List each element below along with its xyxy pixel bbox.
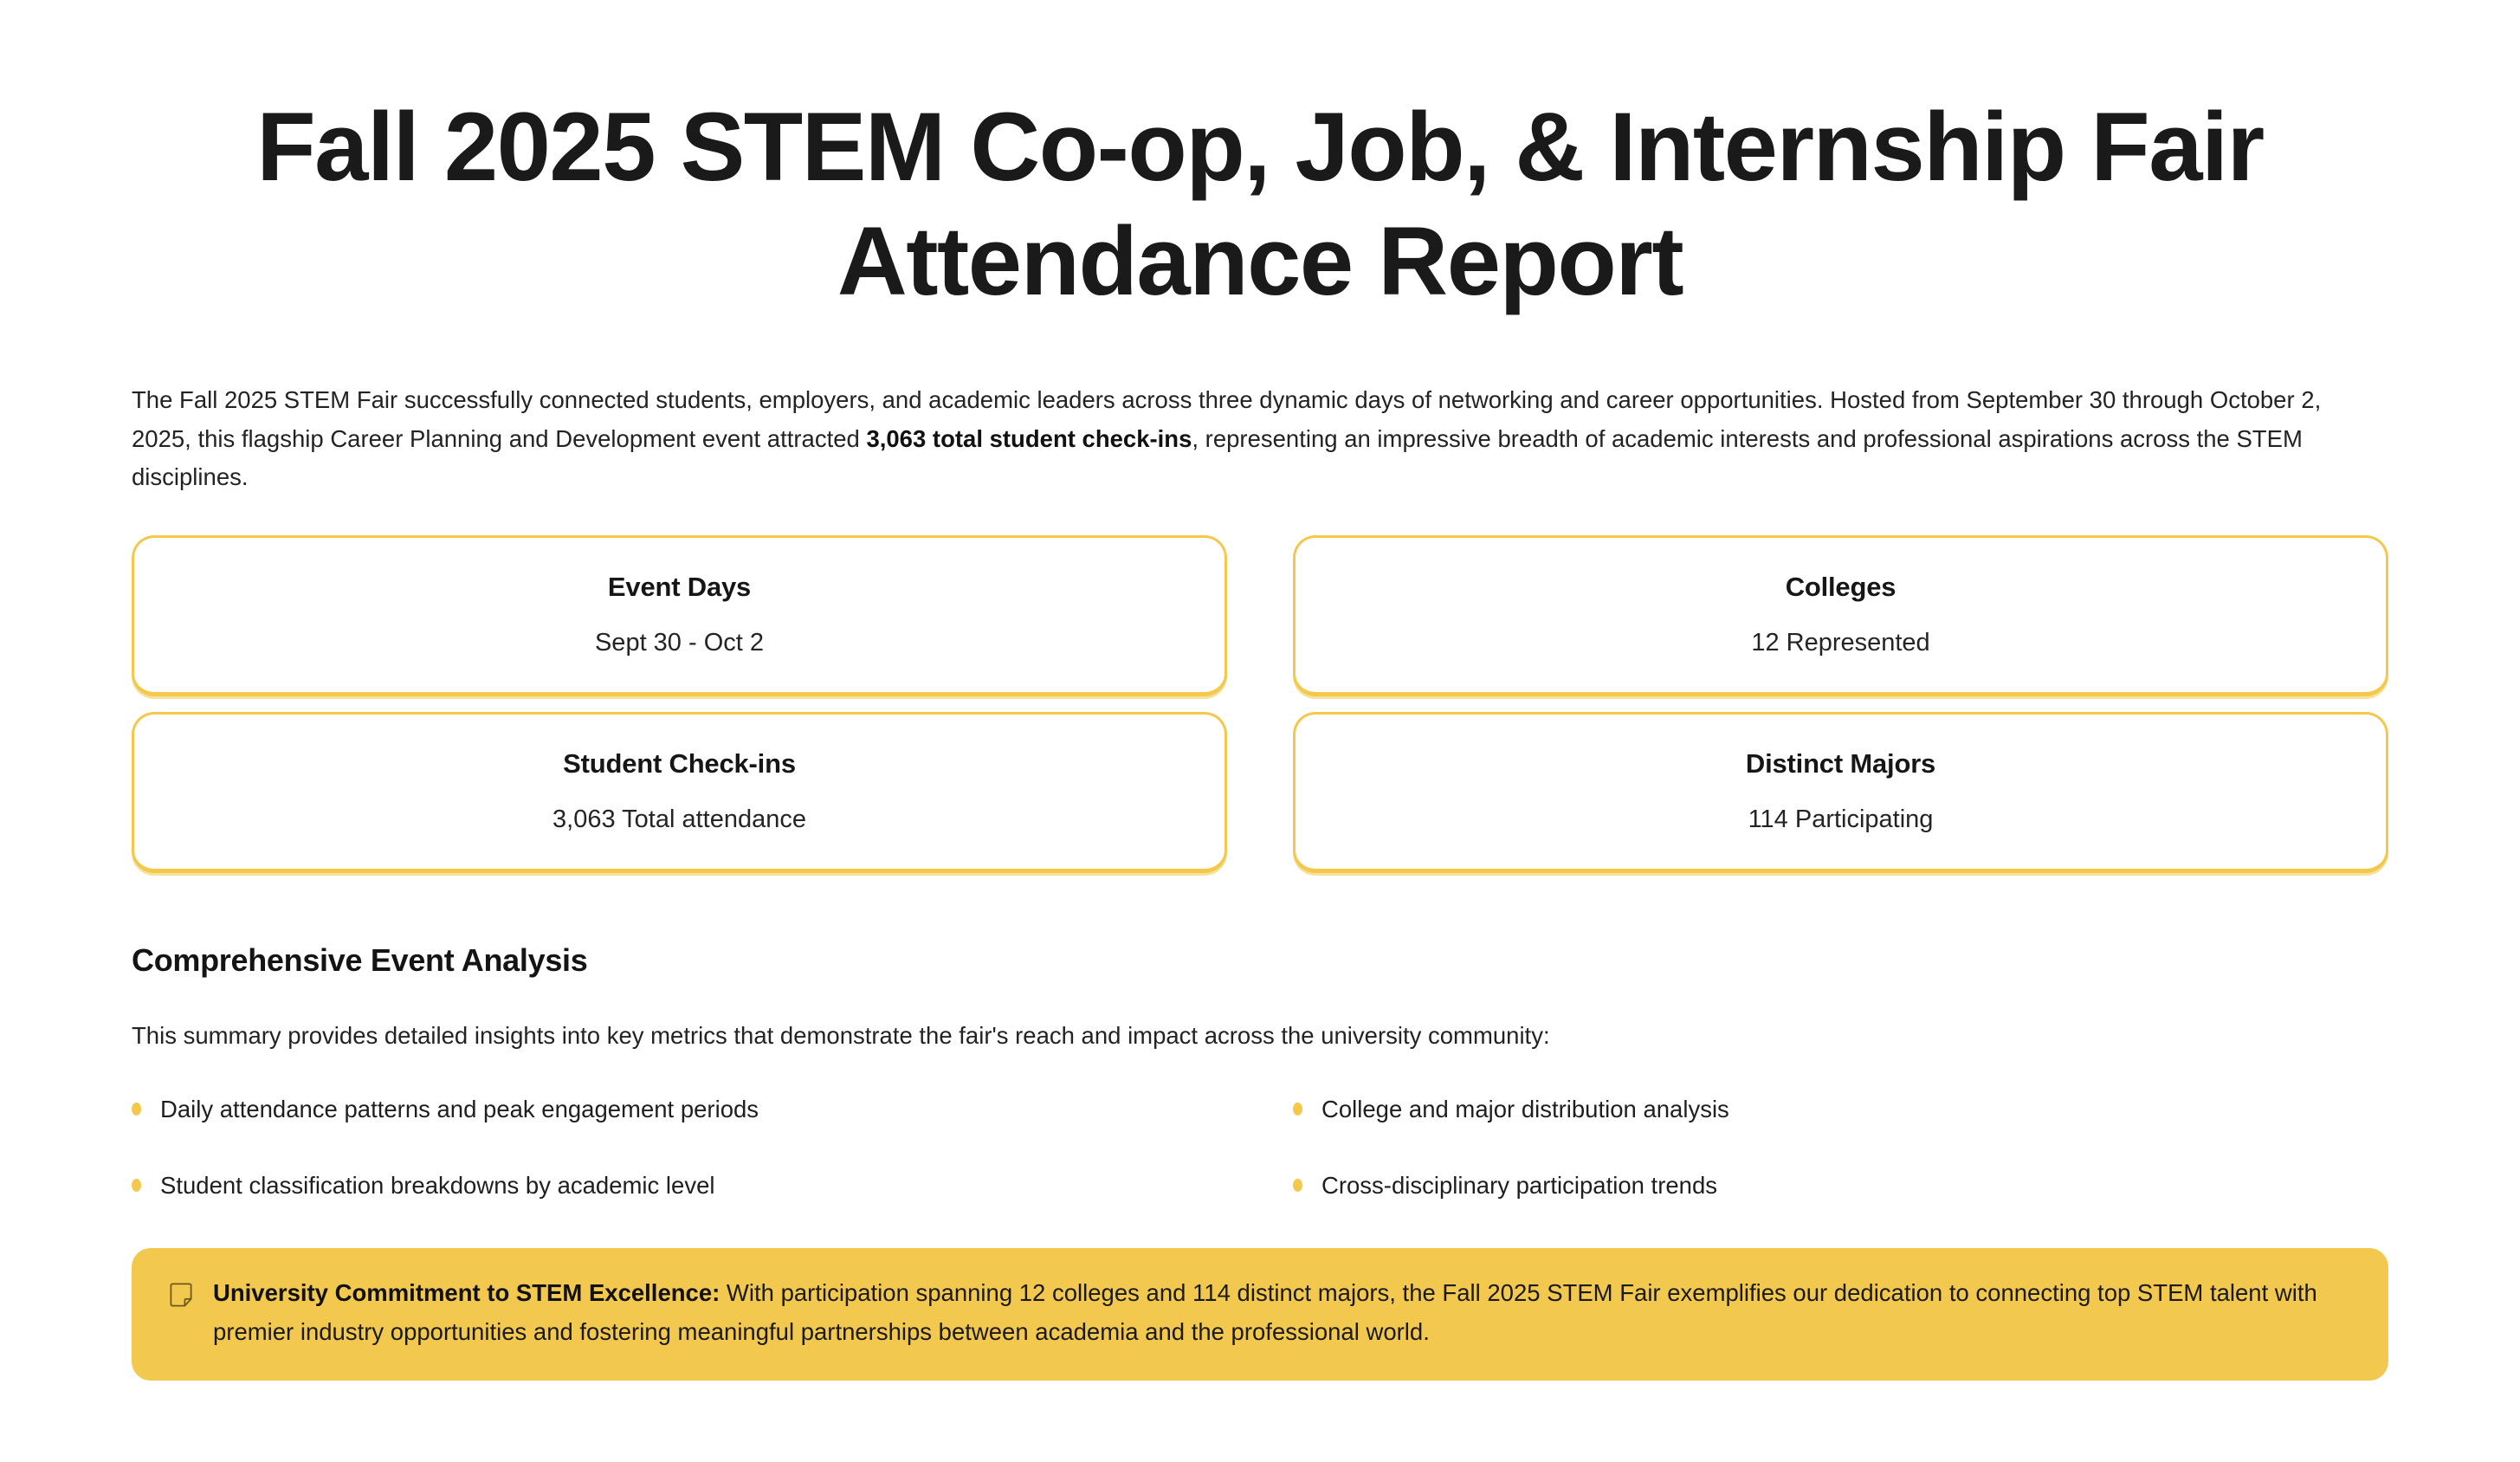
stat-card-distinct-majors	[1293, 712, 2388, 873]
stat-card-label: Colleges	[1785, 572, 1896, 603]
stat-card-label: Student Check-ins	[563, 748, 796, 780]
intro-paragraph	[132, 381, 2383, 497]
page-title: Fall 2025 STEM Co-op, Job, & Internship Fair Attendance Report	[256, 93, 2264, 316]
stat-card-label: Distinct Majors	[1745, 748, 1936, 780]
bullet-dot-icon	[1293, 1103, 1302, 1116]
bullet-dot-icon	[132, 1103, 141, 1116]
callout-text	[213, 1274, 2350, 1351]
stat-card-student-checkins	[132, 712, 1227, 873]
stat-card-colleges	[1293, 535, 2388, 696]
list-item-label: Student classification breakdowns by academic level	[160, 1172, 715, 1200]
stat-card-value: Sept 30 - Oct 2	[594, 629, 765, 657]
list-item	[132, 1093, 1227, 1127]
stat-card-value: 3,063 Total attendance	[552, 805, 806, 834]
list-item-label: College and major distribution analysis	[1321, 1095, 1729, 1122]
list-item-label: Cross-disciplinary participation trends	[1321, 1172, 1717, 1200]
note-icon	[170, 1283, 192, 1311]
stat-card-label: Event Days	[607, 572, 752, 603]
bullet-dot-icon	[1293, 1179, 1302, 1192]
list-item	[1293, 1169, 2388, 1203]
callout-lead: University Commitment to STEM Excellence:	[213, 1278, 720, 1306]
section-heading-analysis: Comprehensive Event Analysis	[132, 941, 588, 978]
callout-body: With participation spanning 12 colleges and 114 distinct majors, the Fall 2025 STEM Fair exemplifies our dedication to connecting top STEM talent with premier industry opportunities and fostering meaningful partnerships between academia and the professional world.	[213, 1278, 2317, 1345]
commitment-callout	[132, 1248, 2388, 1381]
analysis-bullet-list	[132, 1093, 2388, 1203]
section-subtitle: This summary provides detailed insights into key metrics that demonstrate the fair's reach and impact across the university community:	[132, 1021, 1550, 1049]
list-item	[132, 1169, 1227, 1203]
list-item	[1293, 1093, 2388, 1127]
stat-card-value: 114 Participating	[1748, 805, 1934, 834]
intro-highlight-checkins: 3,063 total student check-ins	[866, 424, 1192, 452]
intro-tail-text: , representing an impressive breadth of academic interests and professional aspirations across the STEM disciplines.	[132, 424, 2303, 491]
stat-card-grid	[132, 535, 2388, 873]
bullet-dot-icon	[132, 1179, 141, 1192]
intro-lead-text: The Fall 2025 STEM Fair successfully connected students, employers, and academic leaders across three dynamic days of networking and career opportunities. Hosted from September 30 through October 2, 2025, this flagship Career Planning and Development event attracted	[132, 386, 2322, 452]
stat-card-value: 12 Represented	[1751, 629, 1930, 657]
stat-card-event-days	[132, 535, 1227, 696]
list-item-label: Daily attendance patterns and peak engagement periods	[160, 1095, 759, 1122]
